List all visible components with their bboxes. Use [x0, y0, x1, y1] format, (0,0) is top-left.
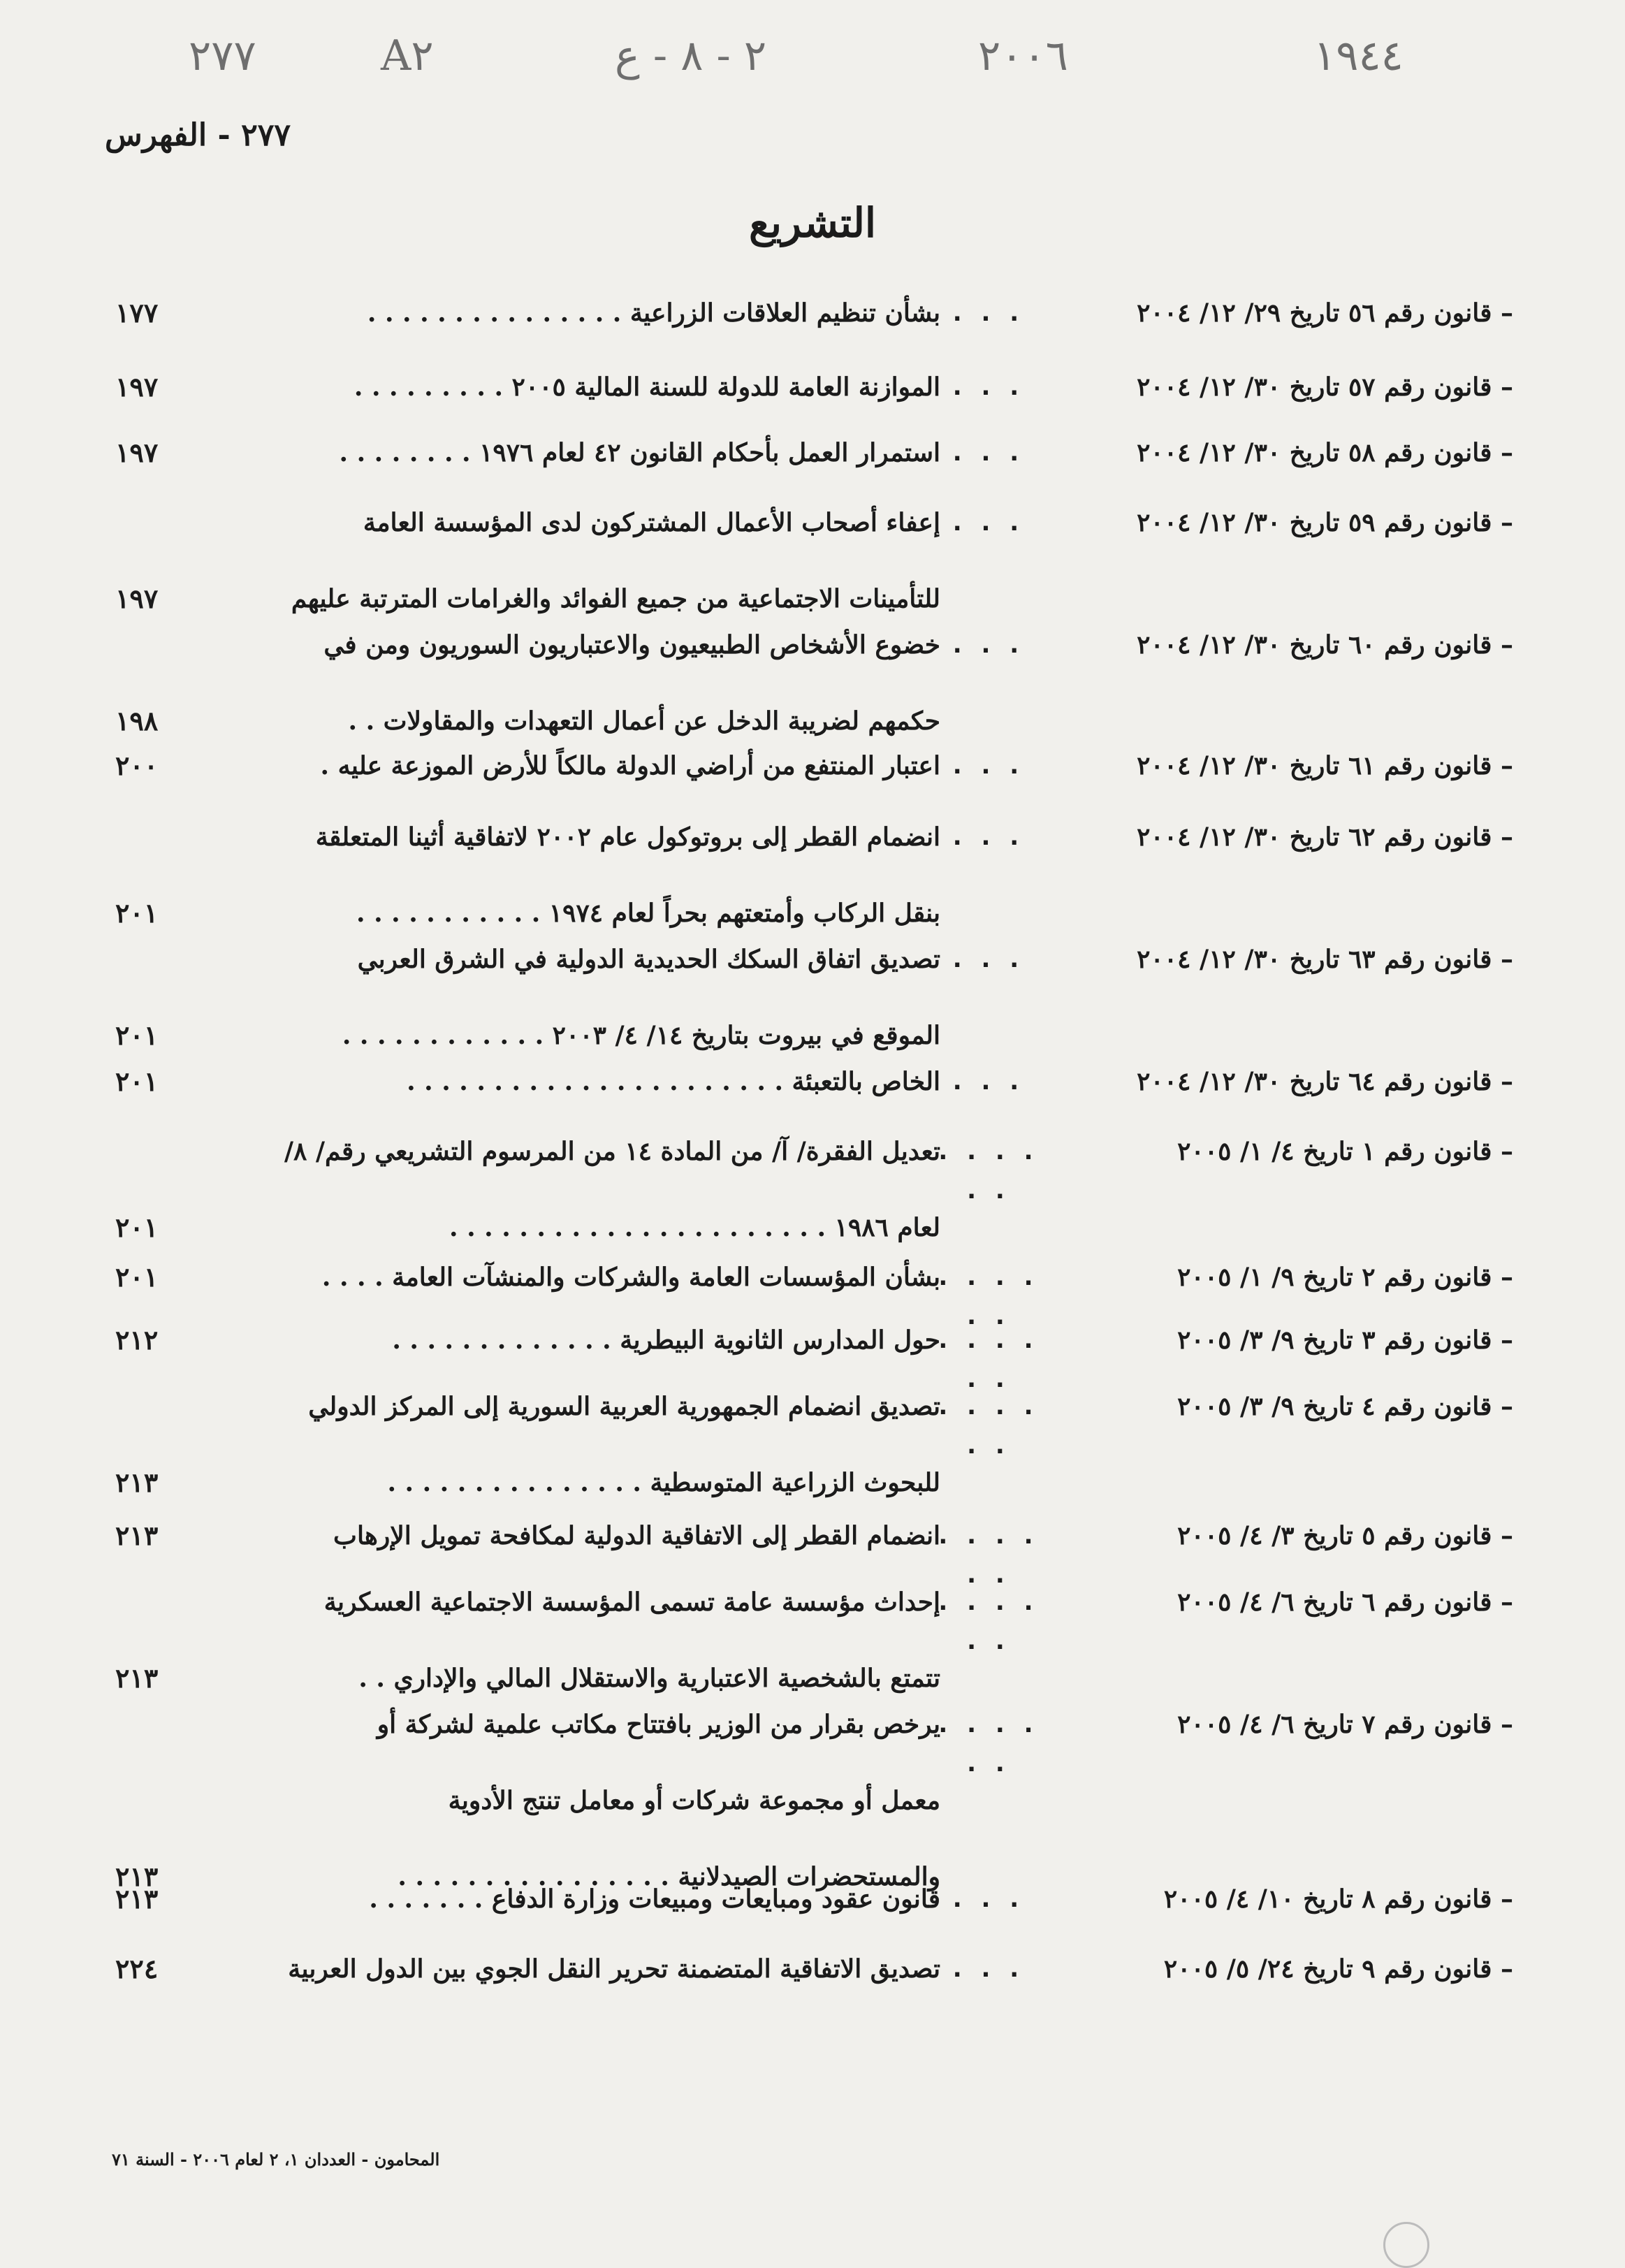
law-leader-dots: . . . . . .	[938, 1522, 1039, 1589]
subject-line: لعام ١٩٨٦ . . . . . . . . . . . . . . . . . . . . . .	[449, 1213, 940, 1242]
page-number: ٢٠١	[115, 1019, 159, 1051]
page-number: ٢٠١	[115, 1212, 159, 1243]
page-number: ٢٠١	[115, 1066, 159, 1097]
subject-line: معمل أو مجموعة شركات أو معامل تنتج الأدوية	[448, 1786, 940, 1815]
page-number: ٢٠١	[115, 1261, 159, 1293]
subject-line: بشأن المؤسسات العامة والشركات والمنشآت العامة . . . .	[321, 1263, 940, 1292]
subject-line: الخاص بالتعبئة . . . . . . . . . . . . . . . . . . . . . .	[407, 1067, 940, 1096]
subject-line: خضوع الأشخاص الطبيعيون والاعتباريون السوريون ومن في	[323, 630, 940, 660]
law-leader-dots: . . .	[952, 823, 1025, 851]
page-number: ٢٠٠	[115, 750, 159, 781]
page-number: ١٩٧	[115, 583, 159, 614]
subject-line: استمرار العمل بأحكام القانون ٤٢ لعام ١٩٧٦ . . . . . . . .	[339, 438, 940, 467]
subject-line: تتمتع بالشخصية الاعتبارية والاستقلال المالي والإداري . .	[358, 1664, 940, 1693]
page-number: ٢١٣	[115, 1662, 159, 1694]
law-leader-dots: . . . . . .	[938, 1326, 1039, 1393]
law-reference: – قانون رقم ١ تاريخ ٤/ ١/ ٢٠٠٥	[1177, 1137, 1513, 1166]
law-reference: – قانون رقم ٩ تاريخ ٢٤/ ٥/ ٢٠٠٥	[1163, 1954, 1513, 1984]
law-subject	[186, 368, 940, 444]
subject-line: حكمهم لضريبة الدخل عن أعمال التعهدات والمقاولات . .	[348, 706, 940, 736]
law-reference: – قانون رقم ٥٩ تاريخ ٣٠/ ١٢/ ٢٠٠٤	[1137, 508, 1513, 537]
handwritten-number-left: ٢٧٧	[189, 31, 256, 80]
law-reference: – قانون رقم ٢ تاريخ ٩/ ١/ ٢٠٠٥	[1177, 1263, 1513, 1292]
subject-line: تصديق الاتفاقية المتضمنة تحرير النقل الجوي بين الدول العربية	[288, 1954, 940, 1984]
subject-line: يرخص بقرار من الوزير بافتتاح مكاتب علمية لشركة أو	[377, 1710, 940, 1739]
subject-line: انضمام القطر إلى الاتفاقية الدولية لمكافحة تمويل الإرهاب	[333, 1521, 940, 1550]
law-leader-dots: . . .	[952, 752, 1025, 780]
handwritten-note: ٢ - ٨ - ع	[615, 31, 767, 80]
law-reference: – قانون رقم ٦ تاريخ ٦/ ٤/ ٢٠٠٥	[1177, 1587, 1513, 1617]
handwritten-number-right: ١٩٤٤	[1313, 31, 1404, 80]
law-leader-dots: . . . . . .	[938, 1710, 1039, 1778]
law-leader-dots: . . .	[952, 945, 1025, 973]
paper-mark	[1383, 2222, 1429, 2268]
subject-line: إعفاء أصحاب الأعمال المشتركون لدى المؤسسة العامة	[363, 508, 940, 537]
law-subject	[186, 1321, 940, 1397]
law-reference: – قانون رقم ٥ تاريخ ٣/ ٤/ ٢٠٠٥	[1177, 1521, 1513, 1550]
subject-line: حول المدارس الثانوية البيطرية . . . . . . . . . . . . .	[392, 1325, 940, 1355]
law-reference: – قانون رقم ٦٤ تاريخ ٣٠/ ١٢/ ٢٠٠٤	[1137, 1067, 1513, 1096]
law-reference: – قانون رقم ٦٠ تاريخ ٣٠/ ١٢/ ٢٠٠٤	[1137, 630, 1513, 660]
subject-line: الموازنة العامة للدولة للسنة المالية ٢٠٠٥ . . . . . . . . .	[354, 372, 940, 402]
law-reference: – قانون رقم ٦١ تاريخ ٣٠/ ١٢/ ٢٠٠٤	[1137, 751, 1513, 780]
law-subject	[186, 293, 940, 370]
section-title: التشريع	[748, 199, 877, 247]
law-leader-dots: . . .	[952, 299, 1025, 327]
law-leader-dots: . . .	[952, 373, 1025, 401]
law-leader-dots: . . .	[952, 509, 1025, 537]
subject-line: تصديق اتفاق السكك الحديدية الدولية في الشرق العربي	[357, 945, 940, 974]
law-subject	[186, 1062, 940, 1138]
subject-line: تصديق انضمام الجمهورية العربية السورية إلى المركز الدولي	[308, 1392, 940, 1421]
law-reference: – قانون رقم ٤ تاريخ ٩/ ٣/ ٢٠٠٥	[1177, 1392, 1513, 1421]
handwritten-date: ٢٠٠٦	[978, 31, 1068, 80]
page-number: ١٩٧	[115, 437, 159, 468]
law-leader-dots: . . . . . .	[938, 1393, 1039, 1460]
law-reference: – قانون رقم ٥٦ تاريخ ٢٩/ ١٢/ ٢٠٠٤	[1137, 298, 1513, 328]
law-leader-dots: . . . . . .	[938, 1263, 1039, 1330]
law-subject	[186, 1516, 940, 1592]
subject-line: إحداث مؤسسة عامة تسمى المؤسسة الاجتماعية العسكرية	[323, 1587, 940, 1617]
law-leader-dots: . . .	[952, 631, 1025, 659]
law-leader-dots: . . .	[952, 1885, 1025, 1913]
subject-line: بشأن تنظيم العلاقات الزراعية . . . . . . . . . . . . . . .	[367, 298, 940, 328]
law-leader-dots: . . . . . .	[938, 1137, 1039, 1205]
page-number: ١٩٨	[115, 705, 159, 736]
page-number: ١٩٧	[115, 371, 159, 402]
law-subject	[186, 1949, 940, 2026]
page-footer: المحامون - العددان ١، ٢ لعام ٢٠٠٦ - السنة ٧١	[112, 2149, 440, 2169]
subject-line: الموقع في بيروت بتاريخ ١٤/ ٤/ ٢٠٠٣ . . . . . . . . . . . .	[342, 1021, 940, 1050]
subject-line: والمستحضرات الصيدلانية . . . . . . . . . . . . . . . .	[398, 1862, 940, 1891]
page-number: ١٧٧	[115, 297, 159, 328]
law-reference: – قانون رقم ٣ تاريخ ٩/ ٣/ ٢٠٠٥	[1177, 1325, 1513, 1355]
law-reference: – قانون رقم ٧ تاريخ ٦/ ٤/ ٢٠٠٥	[1177, 1710, 1513, 1739]
law-leader-dots: . . . . . .	[938, 1588, 1039, 1655]
handwritten-code: A٢	[381, 31, 434, 80]
law-leader-dots: . . .	[952, 439, 1025, 467]
page-number: ٢٢٤	[115, 1953, 159, 1984]
page-number: ٢١٣	[115, 1467, 159, 1498]
subject-line: تعديل الفقرة/ آ/ من المادة ١٤ من المرسوم التشريعي رقم/ ٨/	[284, 1137, 940, 1166]
law-leader-dots: . . .	[952, 1068, 1025, 1096]
page-number: ٢٠١	[115, 897, 159, 929]
law-subject	[186, 433, 940, 509]
page-number: ٢١٣	[115, 1883, 159, 1914]
law-reference: – قانون رقم ٥٨ تاريخ ٣٠/ ١٢/ ٢٠٠٤	[1137, 438, 1513, 467]
law-reference: – قانون رقم ٦٢ تاريخ ٣٠/ ١٢/ ٢٠٠٤	[1137, 822, 1513, 852]
subject-line: بنقل الركاب وأمتعتهم بحراً لعام ١٩٧٤ . . . . . . . . . . .	[356, 899, 940, 928]
page-number: ٢١٢	[115, 1324, 159, 1355]
subject-line: للبحوث الزراعية المتوسطية . . . . . . . . . . . . . . .	[387, 1468, 940, 1497]
page-number: ٢١٣	[115, 1861, 159, 1892]
law-leader-dots: . . .	[952, 1955, 1025, 1983]
law-reference: – قانون رقم ٥٧ تاريخ ٣٠/ ١٢/ ٢٠٠٤	[1137, 372, 1513, 402]
subject-line: للتأمينات الاجتماعية من جميع الفوائد والغرامات المترتبة عليهم	[291, 584, 940, 613]
subject-line: انضمام القطر إلى بروتوكول عام ٢٠٠٢ لاتفاقية أثينا المتعلقة	[315, 822, 940, 852]
law-reference: – قانون رقم ٦٣ تاريخ ٣٠/ ١٢/ ٢٠٠٤	[1137, 945, 1513, 974]
page-header: ٢٧٧ - الفهرس	[105, 117, 291, 153]
law-subject	[186, 1880, 940, 1956]
subject-line: قانون عقود ومبايعات ومبيعات وزارة الدفاع . . . . . . .	[369, 1884, 940, 1914]
subject-line: اعتبار المنتفع من أراضي الدولة مالكاً للأرض الموزعة عليه .	[320, 751, 940, 780]
law-reference: – قانون رقم ٨ تاريخ ١٠/ ٤/ ٢٠٠٥	[1163, 1884, 1513, 1914]
page-number: ٢١٣	[115, 1520, 159, 1551]
law-subject	[186, 746, 940, 822]
